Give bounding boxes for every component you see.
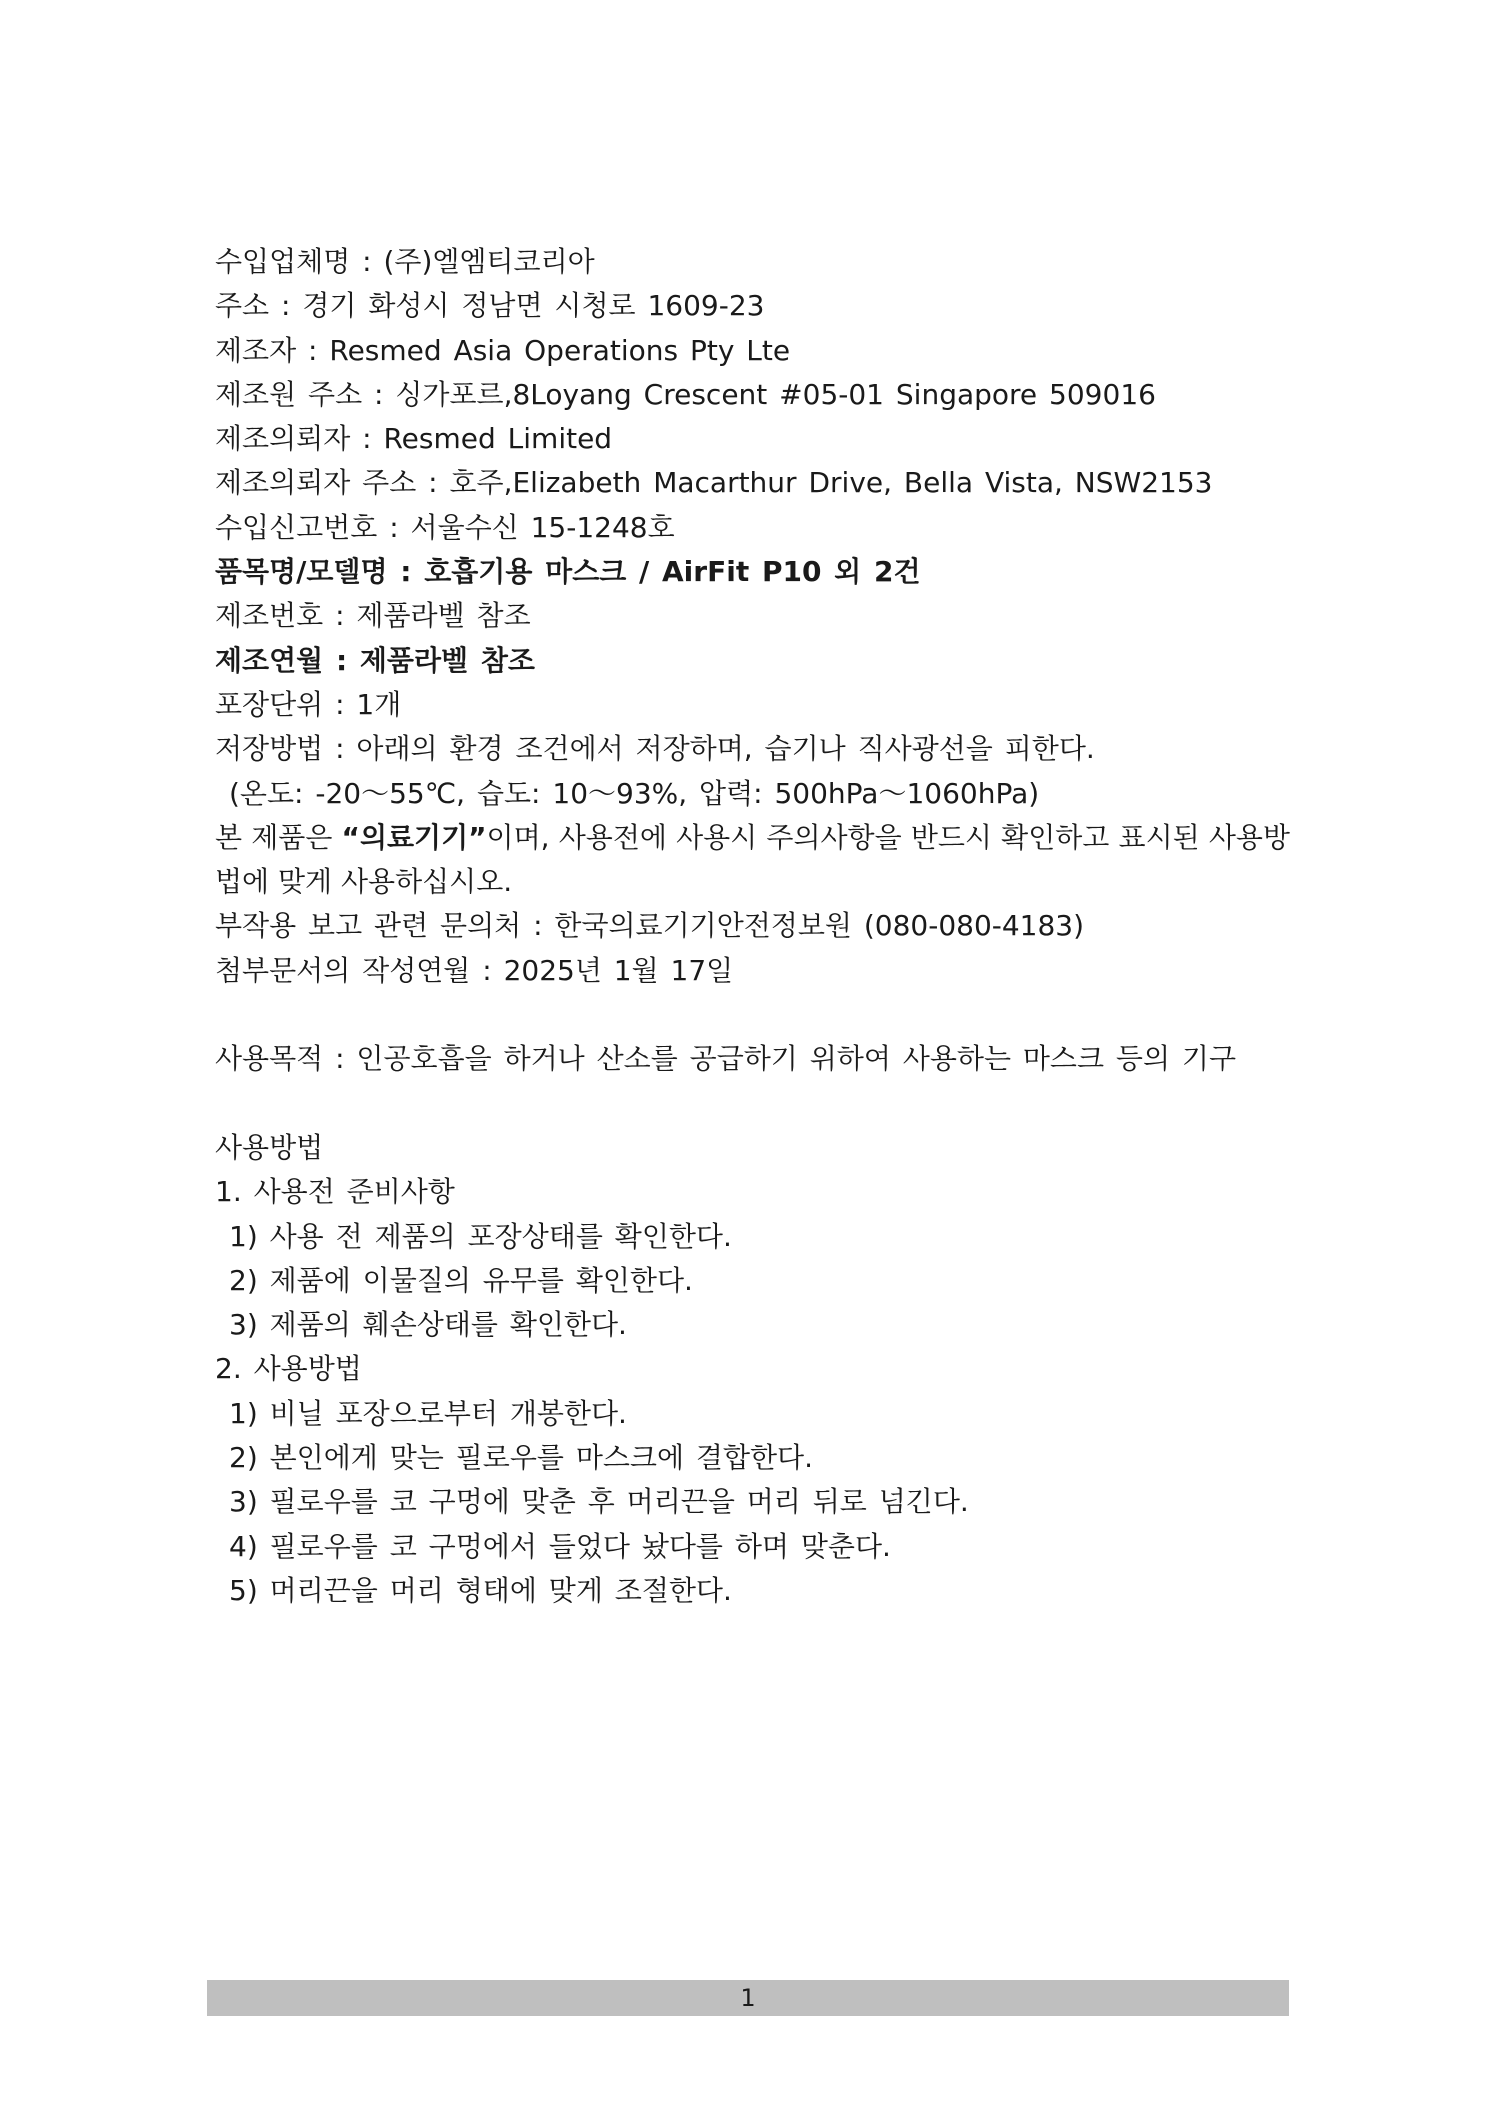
package-unit-line: 포장단위 : 1개 xyxy=(215,687,402,721)
section1-title: 1. 사용전 준비사항 xyxy=(215,1175,455,1209)
list-item: 4) 필로우를 코 구멍에서 들었다 놨다를 하며 맞춘다. xyxy=(229,1529,891,1563)
page-footer xyxy=(207,1980,1289,2016)
product-model-line: 품목명/모델명 : 호흡기용 마스크 / AirFit P10 외 2건 xyxy=(215,555,921,589)
lot-number-line: 제조번호 : 제품라벨 참조 xyxy=(215,599,531,633)
importer-line: 수입업체명 : (주)엘엠티코리아 xyxy=(215,245,595,278)
doc-date-line: 첨부문서의 작성연월 : 2025년 1월 17일 xyxy=(215,953,734,987)
list-item: 5) 머리끈을 머리 형태에 맞게 조절한다. xyxy=(229,1573,732,1607)
notice-prefix: 본 제품은 xyxy=(215,820,342,854)
notice-suffix: 이며, 사용전에 사용시 주의사항을 반드시 확인하고 표시된 사용방법에 맞게 사용하십시오. xyxy=(215,820,1290,899)
spacer xyxy=(215,1082,1295,1126)
list-item: 2) 본인에게 맞는 필로우를 마스크에 결합한다. xyxy=(229,1441,814,1475)
section2-title: 2. 사용방법 xyxy=(215,1352,362,1386)
list-item: 2) 제품에 이물질의 유무를 확인한다. xyxy=(229,1263,693,1297)
mfg-date-line: 제조연월 : 제품라벨 참조 xyxy=(215,643,535,677)
manufacturer-address-line: 제조원 주소 : 싱가포르,8Loyang Crescent #05-01 Singapore 509016 xyxy=(215,377,1156,411)
list-item: 3) 제품의 훼손상태를 확인한다. xyxy=(229,1308,627,1342)
list-item: 3) 필로우를 코 구멍에 맞춘 후 머리끈을 머리 뒤로 넘긴다. xyxy=(229,1485,969,1519)
storage-conditions-line: (온도: -20～55℃, 습도: 10～93%, 압력: 500hPa～1060hPa) xyxy=(229,776,1040,810)
list-item: 1) 비닐 포장으로부터 개봉한다. xyxy=(229,1396,627,1430)
medical-device-notice xyxy=(215,816,1290,905)
storage-line: 저장방법 : 아래의 환경 조건에서 저장하며, 습기나 직사광선을 피한다. xyxy=(215,732,1095,766)
document-body xyxy=(215,240,1295,1613)
purpose-line: 사용목적 : 인공호흡을 하거나 산소를 공급하기 위하여 사용하는 마스크 등의 기구 xyxy=(215,1042,1237,1076)
address-line: 주소 : 경기 화성시 정남면 시청로 1609-23 xyxy=(215,289,765,323)
page-number: 1 xyxy=(740,1984,756,2012)
notice-bold-term: “의료기기” xyxy=(341,820,487,854)
adverse-contact-line: 부작용 보고 관련 문의처 : 한국의료기기안전정보원 (080-080-4183) xyxy=(215,909,1085,943)
manufacturer-line: 제조자 : Resmed Asia Operations Pty Lte xyxy=(215,333,791,367)
spacer xyxy=(215,993,1295,1037)
list-item: 1) 사용 전 제품의 포장상태를 확인한다. xyxy=(229,1219,732,1253)
import-report-line: 수입신고번호 : 서울수신 15-1248호 xyxy=(215,510,675,544)
mfg-requester-address-line: 제조의뢰자 주소 : 호주,Elizabeth Macarthur Drive, Bella Vista, NSW2153 xyxy=(215,466,1213,500)
usage-heading: 사용방법 xyxy=(215,1130,324,1164)
mfg-requester-line: 제조의뢰자 : Resmed Limited xyxy=(215,422,613,456)
